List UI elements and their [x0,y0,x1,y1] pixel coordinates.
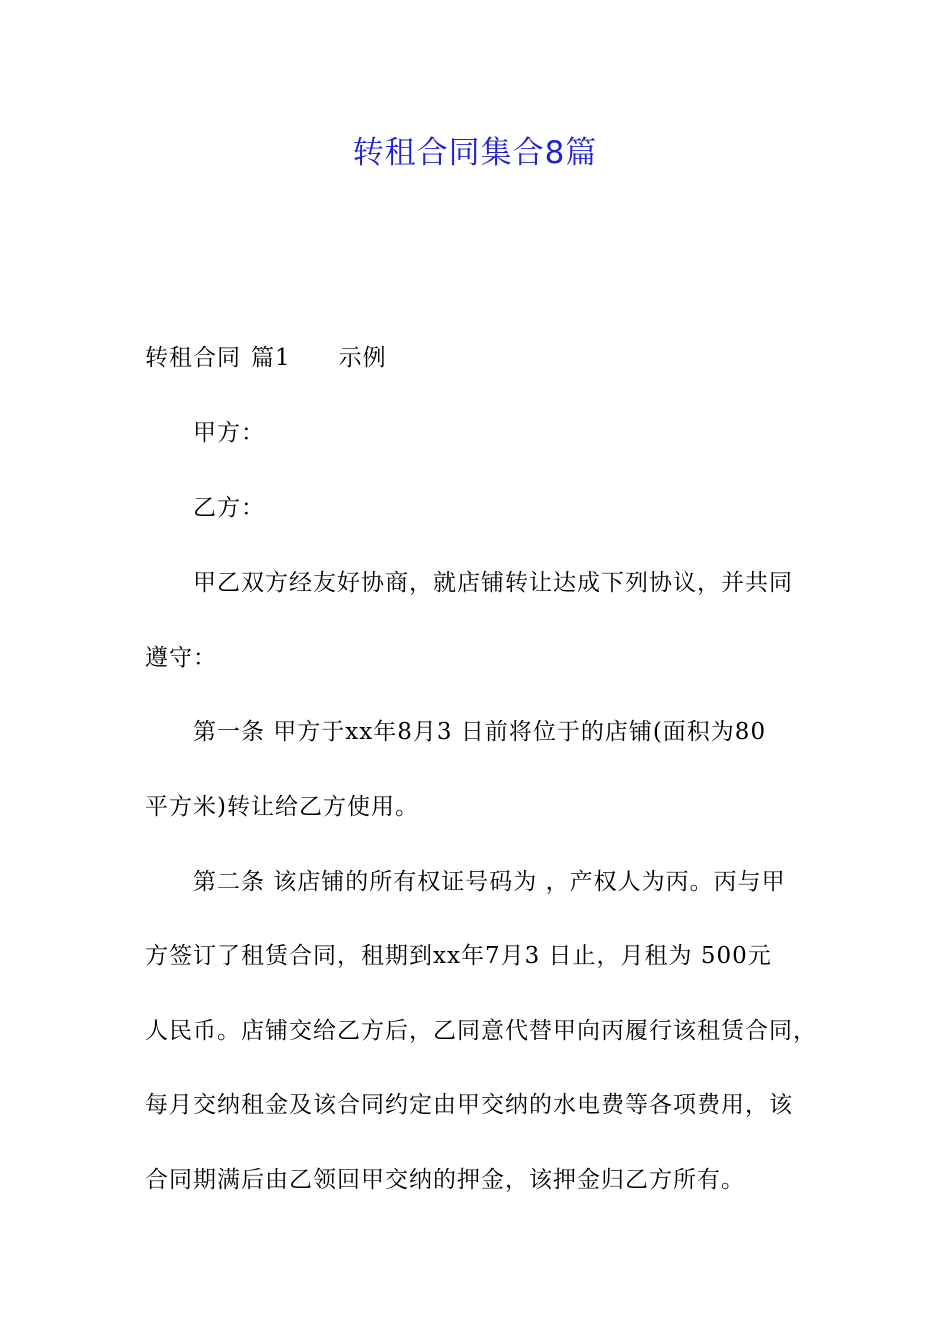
article-two-line: 人民币。店铺交给乙方后，乙同意代替甲向丙履行该租赁合同， [145,1018,817,1044]
article-one-line: 平方米)转让给乙方使用。 [145,794,419,820]
section-heading [145,338,387,378]
section-heading-tag: 示例 [338,345,387,371]
section-heading-number: 篇1 [251,345,291,371]
article-one-line: 第一条 甲方于xx年8月3 日前将位于的店铺(面积为80 [193,719,767,745]
article-two-line: 合同期满后由乙领回甲交纳的押金，该押金归乙方所有。 [145,1167,745,1193]
article-two-line: 方签订了租赁合同，租期到xx年7月3 日止，月租为 500元 [145,943,772,969]
article-two-line: 每月交纳租金及该合同约定由甲交纳的水电费等各项费用，该 [145,1092,793,1118]
party-b-label: 乙方： [193,495,265,521]
article-two-line: 第二条 该店铺的所有权证号码为 ，产权人为丙。丙与甲 [193,869,786,895]
paragraph-line: 甲乙双方经友好协商，就店铺转让达成下列协议，并共同 [193,570,793,596]
document-title: 转租合同集合8篇 [352,135,598,171]
party-a-label: 甲方： [193,420,265,446]
paragraph-line: 遵守： [145,645,217,671]
section-heading-label: 转租合同 [145,345,241,371]
